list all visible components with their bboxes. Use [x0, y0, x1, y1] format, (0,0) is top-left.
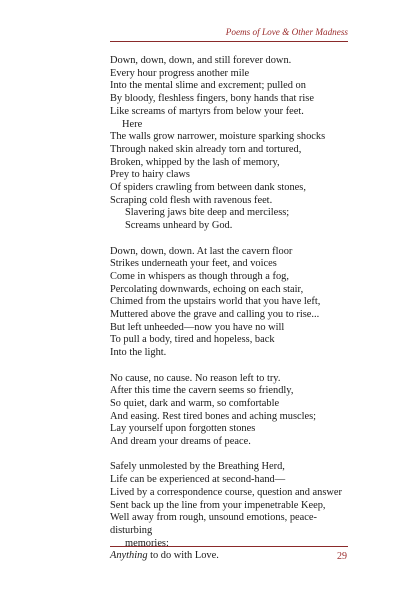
stanza-break: [110, 360, 360, 373]
header-rule: [110, 41, 348, 42]
poem-body: [110, 55, 360, 563]
poem-line: Lay yourself upon forgotten stones: [110, 423, 256, 435]
poem-line: So quiet, dark and warm, so comfortable: [110, 397, 280, 409]
poem-line: No cause, no cause. No reason left to try.: [110, 372, 281, 384]
poem-line: Well away from rough, unsound emotions, peace-: [110, 512, 317, 524]
poem-line: Scraping cold flesh with ravenous feet.: [110, 194, 273, 206]
poem-line: Like screams of martyrs from below your feet.: [110, 105, 304, 117]
poem-line: Of spiders crawling from between dank stones,: [110, 182, 306, 194]
line-text: to do with Love.: [147, 550, 219, 562]
poem-line: Into the light.: [110, 347, 167, 359]
poem-line: Every hour progress another mile: [110, 67, 250, 79]
poem-line: Down, down, down. At last the cavern floor: [110, 245, 293, 257]
stanza-break: [110, 449, 360, 462]
poem-line: And dream your dreams of peace.: [110, 436, 251, 448]
poem-line: memories:: [125, 537, 169, 549]
running-head: Poems of Love & Other Madness: [225, 27, 348, 37]
poem-line: Sent back up the line from your impenetrable Keep,: [110, 499, 326, 511]
poem-line: Through naked skin already torn and tortured,: [110, 143, 302, 155]
poem-line: Lived by a correspondence course, question and answer: [110, 486, 342, 498]
poem-line: The walls grow narrower, moisture sparking shocks: [110, 131, 326, 143]
stanza: [110, 55, 360, 233]
poem-line: Prey to hairy claws: [110, 169, 190, 181]
poem-line: Broken, whipped by the lash of memory,: [110, 156, 280, 168]
poem-line: Percolating downwards, echoing on each stair,: [110, 283, 304, 295]
poem-line: By bloody, fleshless fingers, bony hands that rise: [110, 93, 314, 105]
stanza-break: [110, 233, 360, 246]
poem-line: Safely unmolested by the Breathing Herd,: [110, 461, 285, 473]
poem-line: Chimed from the upstairs world that you have left,: [110, 296, 321, 308]
poem-line: Strikes underneath your feet, and voices: [110, 258, 277, 270]
poem-line: Come in whispers as though through a fog,: [110, 270, 289, 282]
poem-line: Slavering jaws bite deep and merciless;: [125, 207, 290, 219]
footer-rule: [110, 546, 348, 547]
poem-line: After this time the cavern seems so friendly,: [110, 385, 294, 397]
stanza: [110, 246, 360, 360]
poem-line: Screams unheard by God.: [125, 220, 233, 232]
poem-line: Life can be experienced at second-hand—: [110, 474, 286, 486]
poem-line: Into the mental slime and excrement; pulled on: [110, 80, 306, 92]
poem-line: Muttered above the grave and calling you to rise...: [110, 309, 320, 321]
poem-line: But left unheeded—now you have no will: [110, 321, 285, 333]
stanza: [110, 373, 360, 449]
poem-line: And easing. Rest tired bones and aching muscles;: [110, 410, 317, 422]
emphasized-word: Anything: [110, 550, 148, 562]
poem-line: [110, 550, 360, 563]
poem-line: Here: [122, 118, 143, 130]
page-number: 29: [337, 551, 347, 562]
poem-line: Down, down, down, and still forever down.: [110, 55, 292, 66]
stanza: [110, 461, 360, 563]
poem-line: disturbing: [110, 524, 153, 536]
poem-line: To pull a body, tired and hopeless, back: [110, 334, 275, 346]
